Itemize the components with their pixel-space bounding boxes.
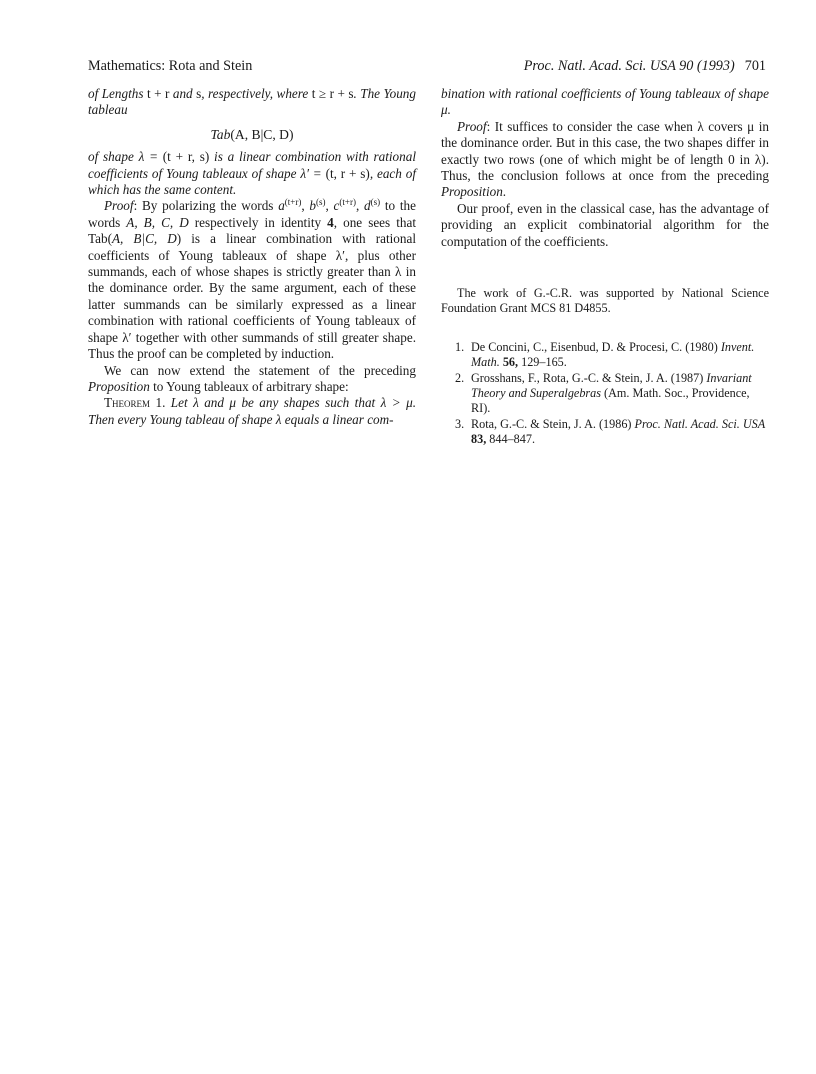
theorem-proof: Proof: It suffices to consider the case when λ covers μ in the dominance order. But in this case, the two shapes differ in exactly two rows (one of which might be of length 0 in λ). Thus, the conclusion follows at once from the preceding Proposition. (441, 118, 769, 200)
proposition-statement: of shape λ = (t + r, s) is a linear combination with rational coefficients of Young tableaux of shape λ′ = (t, r + s), each of which has the same content. (88, 149, 416, 198)
theorem-1: Theorem 1. Let λ and μ be any shapes such that λ > μ. Then every Young tableau of shape λ equals a linear com- (88, 395, 416, 427)
running-head: Mathematics: Rota and Stein (88, 58, 253, 74)
acknowledgment: The work of G.-C.R. was supported by National Science Foundation Grant MCS 81 D4855. (441, 286, 769, 316)
theorem-label: Theorem 1. (104, 395, 166, 411)
right-column (441, 86, 769, 459)
proposition-continuation: of Lengths t + r and s, respectively, where t ≥ r + s. The Young tableau (88, 86, 416, 118)
reference-item: 3. Rota, G.-C. & Stein, J. A. (1986) Proc. Natl. Acad. Sci. USA 83, 844–847. (455, 417, 766, 447)
left-column (88, 86, 416, 428)
reference-item: 2. Grosshans, F., Rota, G.-C. & Stein, J. A. (1987) Invariant Theory and Superalgebras (Am. Math. Soc., Providence, RI). (455, 371, 752, 416)
page-number: 701 (744, 58, 766, 74)
reference-list (441, 340, 769, 447)
proof-paragraph: Proof: By polarizing the words $a^{(t+r)}$, $b^{(s)}$, $c^{(t+r)}$, $d^{(s)}$ to the words A, B, C, D respectively in identity 4, one sees that Tab(A, B|C, D) is a linear combination with rational coefficients of Young tableaux of shape λ′, plus other summands, each of whose shapes is strictly greater than λ in the dominance order. By the same argument, each of these latter summands can be similarly expressed as a linear combination with rational coefficients of Young tableaux of shape λ′ together with other summands of still greater shape. Thus the proof can be completed by induction. (88, 197, 416, 362)
reference-item: 1. De Concini, C., Eisenbud, D. & Procesi, C. (1980) Invent. Math. 56, 129–165. (455, 340, 755, 370)
journal-name: Proc. Natl. Acad. Sci. USA 90 (1993) (523, 58, 735, 74)
conclusion-paragraph: Our proof, even in the classical case, has the advantage of providing an explicit combinatorial algorithm for the computation of the coefficients. (441, 200, 769, 249)
tableau-formula: Tab(A, B|C, D) (210, 126, 294, 142)
theorem-continuation: bination with rational coefficients of Young tableaux of shape μ. (441, 86, 769, 118)
page-header (88, 58, 766, 78)
extension-paragraph: We can now extend the statement of the preceding Proposition to Young tableaux of arbitrary shape: (88, 362, 416, 394)
journal-citation (524, 58, 766, 75)
